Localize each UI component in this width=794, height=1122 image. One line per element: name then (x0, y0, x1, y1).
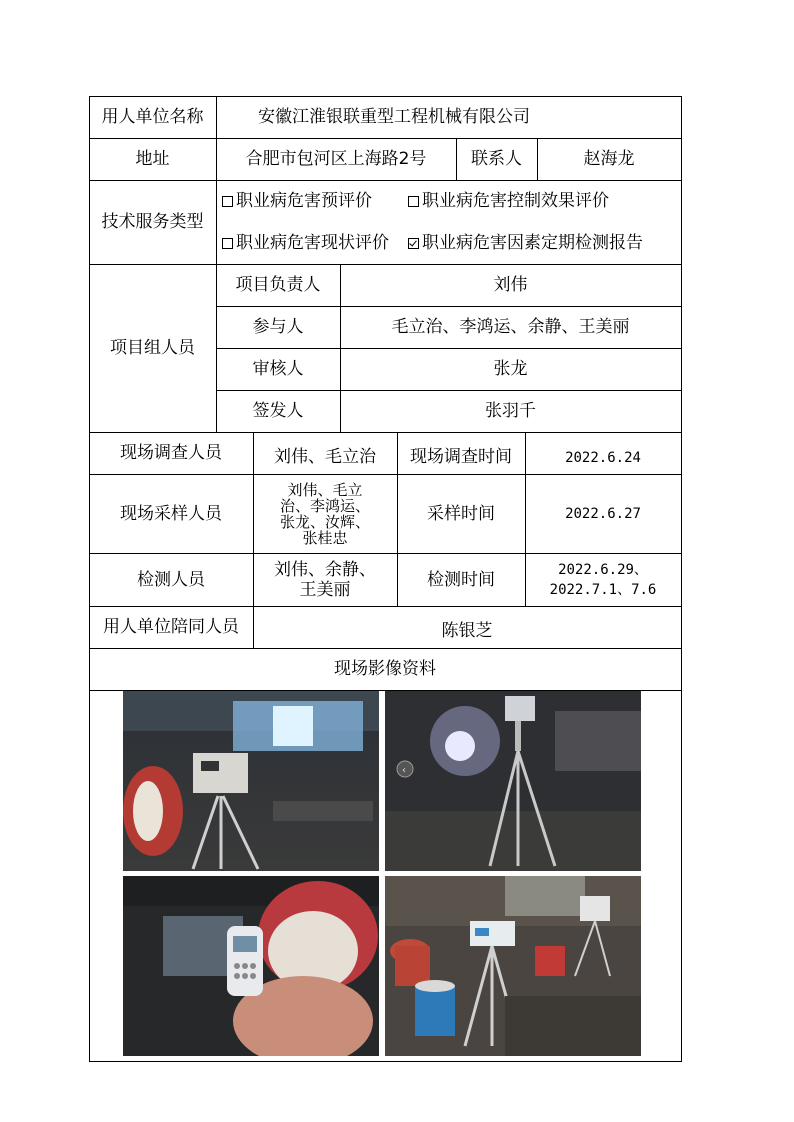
contact-value: 赵海龙 (583, 149, 635, 169)
noise-meter-on-tripod-photo (123, 691, 379, 871)
employer-label: 用人单位名称 (101, 107, 204, 127)
testing-time-value (525, 553, 681, 606)
sampling-staff-line: 刘伟、毛立 (287, 480, 363, 499)
survey-staff-label: 现场调查人员 (120, 443, 222, 463)
service-option-3-label: 职业病危害现状评价 (236, 233, 389, 253)
service-option-1[interactable] (222, 191, 372, 211)
service-option-3[interactable] (222, 233, 389, 253)
sampling-staff-value (253, 474, 397, 553)
survey-time-label: 现场调查时间 (410, 447, 512, 467)
escort-label: 用人单位陪同人员 (103, 617, 239, 637)
survey-time-value: 2022.6.24 (565, 450, 641, 466)
testing-staff-value (253, 553, 397, 606)
sampling-staff-line: 治、李鸿运、 (279, 496, 370, 515)
sampling-staff-label: 现场采样人员 (120, 503, 222, 524)
survey-staff-value: 刘伟、毛立治 (274, 447, 376, 467)
testing-staff-line: 刘伟、余静、 (274, 559, 376, 580)
sampling-staff-line: 张龙、汝辉、 (279, 512, 370, 531)
sampling-time-value: 2022.6.27 (565, 505, 641, 522)
sampling-time-label: 采样时间 (427, 503, 495, 524)
reviewer-label: 审核人 (252, 359, 304, 379)
address-label: 地址 (135, 149, 170, 169)
participants-value: 毛立治、李鸿运、余静、王美丽 (391, 317, 630, 337)
checkbox-checked-icon (408, 238, 419, 249)
issuer-value: 张羽千 (485, 401, 536, 421)
escort-value: 陈银芝 (441, 621, 493, 641)
leader-value: 刘伟 (493, 275, 528, 295)
checkbox-icon (222, 196, 233, 207)
checkbox-icon (222, 238, 233, 249)
team-label: 项目组人员 (110, 338, 195, 358)
service-option-2-label: 职业病危害控制效果评价 (422, 191, 609, 211)
contact-label: 联系人 (471, 149, 522, 169)
checkbox-icon (408, 196, 419, 207)
address-value: 合肥市包河区上海路2号 (245, 149, 427, 169)
service-type-label: 技术服务类型 (101, 212, 204, 232)
testing-time-line: 2022.7.1、7.6 (549, 581, 657, 598)
service-option-4[interactable] (408, 233, 643, 253)
handheld-sound-meter-photo (123, 876, 379, 1056)
tripod-sampler-welding-photo (385, 691, 641, 871)
leader-label: 项目负责人 (235, 275, 321, 295)
service-option-4-label: 职业病危害因素定期检测报告 (422, 233, 643, 253)
photos-title: 现场影像资料 (334, 659, 436, 679)
testing-staff-label: 检测人员 (137, 569, 205, 590)
reviewer-value: 张龙 (493, 359, 528, 379)
testing-staff-line: 王美丽 (299, 579, 351, 600)
testing-time-label: 检测时间 (427, 569, 495, 590)
service-option-1-label: 职业病危害预评价 (236, 191, 372, 211)
issuer-label: 签发人 (252, 401, 304, 421)
employer-value: 安徽江淮银联重型工程机械有限公司 (258, 107, 530, 127)
svg-text:‹: ‹ (402, 765, 406, 776)
sampler-among-paint-buckets-photo (385, 876, 641, 1056)
participants-label: 参与人 (252, 317, 304, 337)
service-option-2[interactable] (408, 191, 609, 211)
sampling-staff-line: 张桂忠 (302, 528, 348, 547)
testing-time-line: 2022.6.29、 (558, 561, 648, 578)
